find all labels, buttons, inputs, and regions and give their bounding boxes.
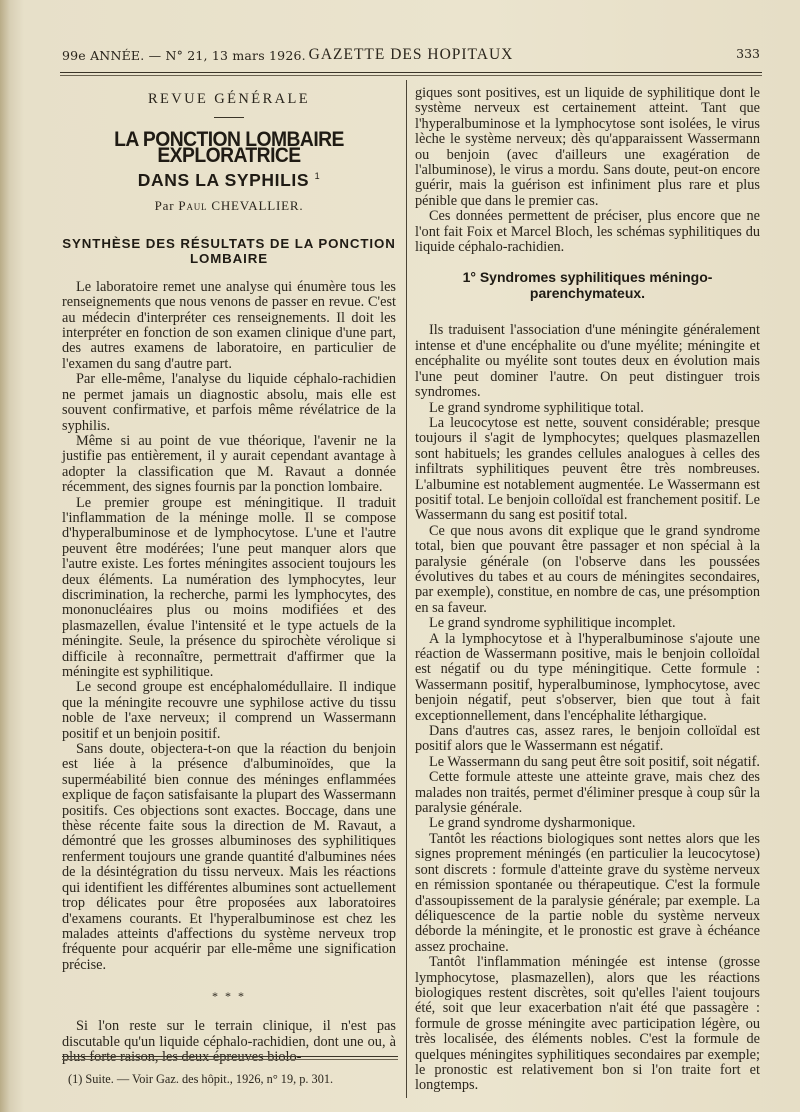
paragraph: Si l'on reste sur le terrain clinique, il n'est pas discutable qu'un liquide céphalo-rachidien, dont une ou, à plus forte raison, les deux épreuves biolo- [62, 1018, 396, 1065]
paragraph: Le second groupe est encéphalomédullaire. Il indique que la méningite recouvre une syphilose active du tissu noble de l'axe nerveux; il comprend un Wassermann positif et un benjoin positif. [62, 679, 396, 742]
article-subtitle: DANS LA SYPHILIS $^1$ [137, 170, 321, 191]
paragraph: Le Wassermann du sang peut être soit positif, soit négatif. [429, 753, 760, 770]
paragraph: Le premier groupe est méningitique. Il traduit l'inflammation de la méninge molle. Il se compose d'hyperalbuminose et de lymphocytose. L'une et l'autre peuvent être modérées; l'une peut manquer alors que l'autre existe. Les fortes méningites associent toujours les deux éléments. La numération des lymphocytes, leur discrimination, la recherche, parmi les lymphocytes, des mononucléaires plus ou moins modifiées et des plasmazellen, évalue l'intensité et le type actuels de la méningite. Seule, la présence du spirochète vérolique si difficile à reconnaître, permettrait d'affirmer que la méningite est syphilitique. [62, 494, 396, 681]
section-heading: 1° Syndromes syphilitiques méningo-parenchymateux. [462, 269, 713, 302]
paragraph: Cette formule atteste une atteinte grave, mais chez des malades non traités, permet d'éliminer presque à coup sûr la paralysie générale. [415, 769, 760, 817]
rubric-rule [214, 117, 244, 118]
footnote: (1) Suite. — Voir Gaz. des hôpit., 1926, n° 19, p. 301. [68, 1072, 334, 1086]
paragraph: Ils traduisent l'association d'une méningite généralement intense et d'une encéphalite ou d'une myélite; méningite et encéphalite ou myélite sont toutes deux en évolution mais l'une peut dominer l'autre. On peut distinguer trois syndromes. [415, 322, 760, 401]
article-title: LA PONCTION LOMBAIRE EXPLORATRICE [114, 128, 344, 167]
paragraph: Même si au point de vue théorique, l'avenir ne la justifie pas entièrement, il y aurait cependant avantage à adopter la classification que M. Ravaut a donnée récemment, des signes fournis par la ponction lombaire. [62, 432, 396, 496]
paragraph: Ces données permettent de préciser, plus encore que ne l'ont fait Foix et Marcel Bloch, les schémas syphilitiques du liquide céphalo-rachidien. [415, 208, 760, 256]
paragraph: Tantôt les réactions biologiques sont nettes alors que les signes proprement méningés (en particulier la leucocytose) sont discrets : formule d'atteinte grave du système nerveux en rémission spontanée ou thérapeutique. C'est la formule d'assoupissement de la paralysie générale; par exemple. La déliquescence de la partie noble du système nerveux déborde la méningite, et le pronostic est grave à échéance assez prochaine. [415, 830, 760, 955]
section-heading: SYNTHÈSE DES RÉSULTATS DE LA PONCTION LOMBAIRE [62, 235, 396, 266]
paragraph: Tantôt l'inflammation méningée est intense (grosse lymphocytose, plasmazellen), alors que les réactions biologiques restent discrètes, soit qu'elles l'aient toujours été, soit que leur exacerbation n'ait été que passagère : formule de grosse méningite avec participation légère, ou très localisée, des éléments nobles. C'est la formule de quelques méningites syphilitiques secondaires par exemple; le pronostic est relativement bon si l'on traite fort et longtemps. [415, 954, 760, 1094]
paragraph: La leucocytose est nette, souvent considérable; presque toujours il s'agit de lymphocytes; quelques plasmazellen sont habituels; les grandes cellules analogues à celles des infiltrats syphilitiques peuvent être très nombreuses. L'albumine est notablement augmentée. Le Wassermann est positif total. Le benjoin colloïdal est franchement positif. Le Wassermann du sang est positif total. [415, 414, 760, 524]
paragraph: Dans d'autres cas, assez rares, le benjoin colloïdal est positif alors que le Wassermann est négatif. [415, 723, 760, 755]
journal-name: GAZETTE DES HOPITAUX [308, 46, 514, 63]
rubric: REVUE GÉNÉRALE [147, 91, 311, 107]
paragraph: A la lymphocytose et à l'hyperalbuminose s'ajoute une réaction de Wassermann positive, mais le benjoin colloïdal est négatif ou du type méningitique. Cette formule : Wassermann positif, hyperalbuminose, lymphocytose, avec benjoin négatif, peut s'observer, bien que tout à fait exceptionnellement, dans l'encéphalite léthargique. [415, 630, 760, 724]
footnote-rule-thin [62, 1059, 398, 1060]
right-column [415, 86, 760, 1094]
column-separator [406, 80, 407, 1098]
page-header [62, 40, 760, 70]
subheading: Le grand syndrome syphilitique total. [429, 399, 644, 416]
footnote-rule [62, 1056, 398, 1057]
paragraph: Le laboratoire remet une analyse qui énumère tous les renseignements que nous venons de passer en revue. C'est au médecin d'interpréter ces renseignements. Il doit les interpréter en fonction de son examen clinique d'une part, des autres examens de laboratoire, en particulier de l'examen du sang d'autre part. [62, 278, 396, 372]
header-rule [60, 72, 762, 73]
paragraph: Par elle-même, l'analyse du liquide céphalo-rachidien ne permet jamais un diagnostic absolu, mais elle est souvent confirmative, et parfois même révélatrice de la syphilis. [62, 371, 396, 434]
page-number: 333 [736, 46, 760, 61]
author: Paul CHEVALLIER. [178, 198, 304, 214]
section-break-stars: * * * [212, 989, 246, 1004]
left-column [62, 86, 396, 1065]
subheading: Le grand syndrome syphilitique incomplet. [429, 615, 676, 632]
header-rule-thin [60, 75, 762, 76]
issue-info: 99e ANNÉE. — N° 21, 13 mars 1926. [62, 48, 306, 63]
paragraph: giques sont positives, est un liquide de syphilitique dont le système nerveux est certainement atteint. Tant que l'hyperalbuminose et la lymphocytose sont isolées, le virus lèche le système nerveux; dès qu'apparaissent Wassermann ou benjoin (avec d'ailleurs une exagération de l'albuminose), le virus a mordu. Sans doute, peut-on encore guérir, mais la guérison est infiniment plus rare et plus pénible que dans le premier cas. [415, 85, 760, 209]
subheading: Le grand syndrome dysharmonique. [429, 815, 636, 832]
paragraph: Ce que nous avons dit explique que le grand syndrome total, bien que pouvant être passager et non spécial à la paralysie générale (on l'observe dans les poussées évolutives du tabes et au cours de méningites secondaires, par exemple), constitue, en nombre de cas, une présomption en sa faveur. [415, 522, 760, 616]
paragraph: Sans doute, objectera-t-on que la réaction du benjoin est liée à la présence d'albuminoïdes, que la superméabilité bien connue des méninges enflammées explique de façon satisfaisante la plupart des Wassermann positifs. Ces objections sont exactes. Boccage, dans une thèse récente faite sous la direction de M. Ravaut, a démontré que les grosses albuminoses des syphilitiques renferment toujours une grande quantité d'albumines nées de la désintégration du tissu nerveux. Mais les réactions qui identifient les différentes albumines sont actuellement trop délicates pour être proposées aux laboratoires d'examens courants. Et l'hyperalbuminose est chez les malades atteints d'affections du système nerveux trop fréquente pour acquérir par elle-même une signification précise. [62, 741, 396, 973]
byline: Par Paul CHEVALLIER. [154, 198, 304, 214]
footnote-ref: 1 [314, 171, 321, 182]
